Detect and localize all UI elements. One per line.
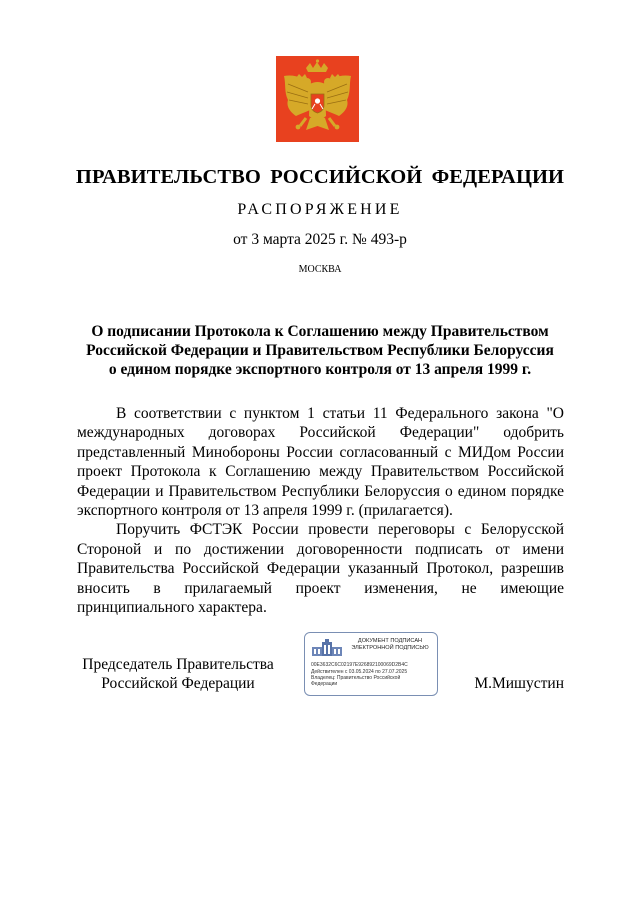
document-city: МОСКВА xyxy=(298,264,342,275)
stamp-owner: Федерации xyxy=(311,681,338,687)
document-subject xyxy=(70,322,570,379)
coat-of-arms-icon xyxy=(276,56,359,142)
subject-line: о едином порядке экспортного контроля от 13 апреля 1999 г. xyxy=(108,361,532,378)
document-body xyxy=(77,404,564,617)
body-paragraph: Поручить ФСТЭК России провести переговоры с Белорусской Стороной и по достижении договоренности подписать от имени Правительства Российской Федерации указанный Протокол, разрешив вносить в прилагаемый проект изменения, не имеющие принципиального характера. xyxy=(77,521,564,617)
document-type: РАСПОРЯЖЕНИЕ xyxy=(237,201,403,218)
government-building-icon xyxy=(311,639,343,657)
signer-position-line: Председатель Правительства xyxy=(82,656,274,673)
stamp-certificate: 00E3632C6C02197E926892100069D2B4C xyxy=(311,662,408,668)
government-title: ПРАВИТЕЛЬСТВО РОССИЙСКОЙ ФЕДЕРАЦИИ xyxy=(75,166,565,188)
body-paragraph: В соответствии с пунктом 1 статьи 11 Федерального закона "О международных договорах Российской Федерации" одобрить представленный Минобороны России согласованный с МИДом России проект Протокола к Соглашению между Правительством Российской Федерации и Правительством Республики Белоруссия о едином порядке экспортного контроля от 13 апреля 1999 г. (прилагается). xyxy=(77,405,564,520)
document-date-number: от 3 марта 2025 г. № 493-р xyxy=(233,231,407,248)
electronic-signature-stamp xyxy=(304,632,438,696)
subject-line: Российской Федерации и Правительством Республики Белоруссия xyxy=(86,342,554,359)
stamp-title-line: ЭЛЕКТРОННОЙ ПОДПИСЬЮ xyxy=(351,645,429,651)
subject-line: О подписании Протокола к Соглашению между Правительством xyxy=(91,323,549,340)
stamp-title xyxy=(345,638,435,652)
stamp-title-line: ДОКУМЕНТ ПОДПИСАН xyxy=(357,638,423,644)
stamp-owner: Владелец: Правительство Российской xyxy=(311,675,401,681)
signer-name: М.Мишустин xyxy=(474,675,564,692)
stamp-validity: Действителен с 03.05.2024 по 27.07.2025 xyxy=(311,669,408,675)
signer-position xyxy=(78,655,278,693)
signer-position-line: Российской Федерации xyxy=(101,675,255,692)
